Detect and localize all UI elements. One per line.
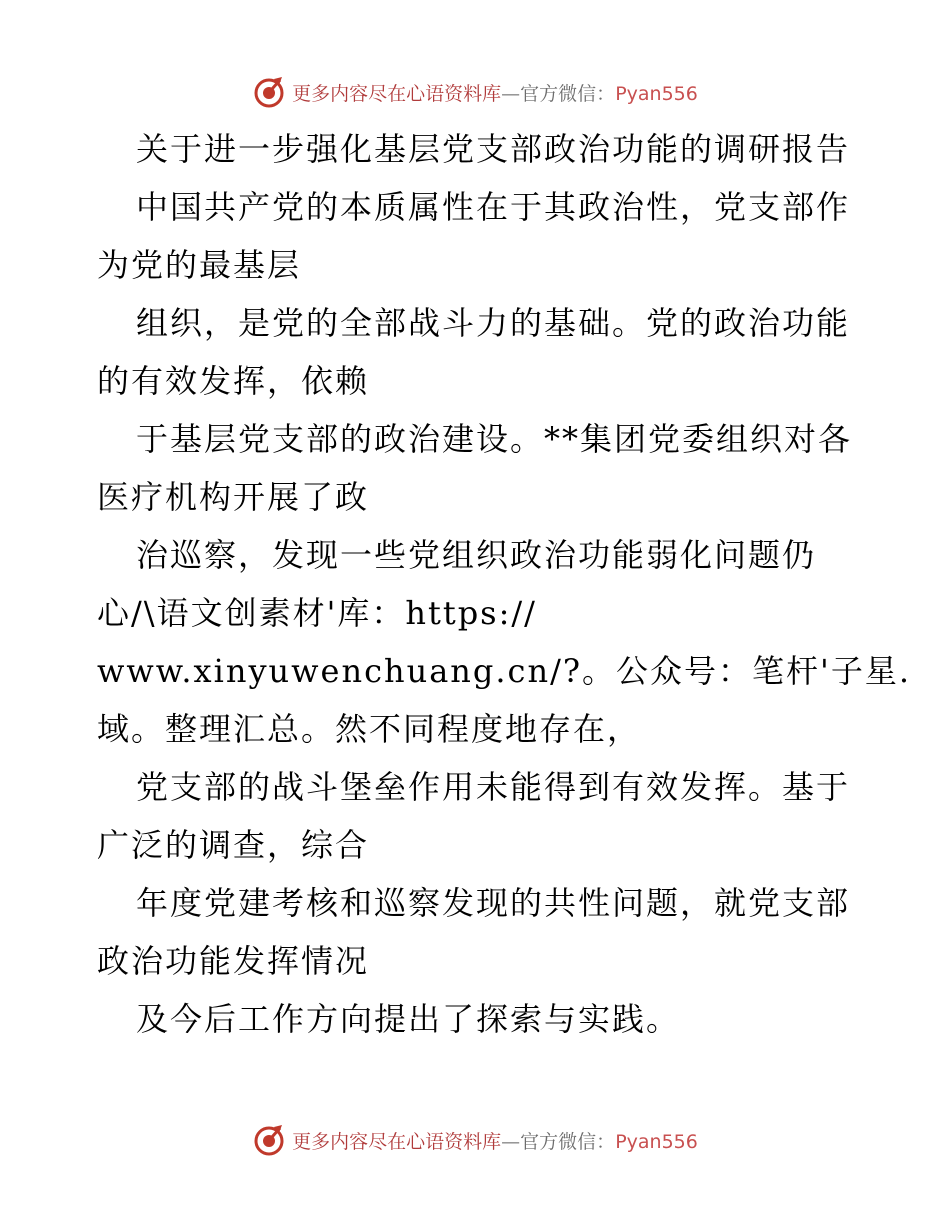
paragraph-line: 域。整理汇总。然不同程度地存在， bbox=[97, 710, 642, 748]
paragraph-line: 及今后工作方向提出了探索与实践。 bbox=[136, 1000, 681, 1038]
footer-banner-inner bbox=[252, 1123, 698, 1157]
footer-banner bbox=[0, 1120, 950, 1160]
paragraph-line: 的有效发挥，依赖 bbox=[97, 362, 370, 400]
banner-main-text: 更多内容尽在心语资料库 bbox=[292, 1130, 502, 1153]
paragraph-line: 治巡察，发现一些党组织政治功能弱化问题仍 bbox=[136, 536, 817, 574]
paragraph-line: 年度党建考核和巡察发现的共性问题，就党支部 bbox=[136, 884, 851, 922]
paragraph-line: 政治功能发挥情况 bbox=[97, 942, 370, 980]
header-banner-inner bbox=[252, 75, 698, 109]
paragraph-line: 心/\语文创素材'库：https:// bbox=[97, 594, 537, 632]
document-title: 关于进一步强化基层党支部政治功能的调研报告 bbox=[136, 130, 851, 168]
banner-wechat-id: Pyan556 bbox=[615, 1130, 698, 1153]
banner-separator: — bbox=[501, 1130, 521, 1153]
document-body bbox=[97, 120, 911, 1048]
paragraph-line: 广泛的调查，综合 bbox=[97, 826, 370, 864]
logo-icon bbox=[252, 75, 286, 109]
banner-separator: — bbox=[501, 82, 521, 105]
paragraph-line: 中国共产党的本质属性在于其政治性，党支部作 bbox=[136, 188, 851, 226]
banner-main-text: 更多内容尽在心语资料库 bbox=[292, 82, 502, 105]
banner-text bbox=[292, 1127, 698, 1154]
banner-wechat-id: Pyan556 bbox=[615, 82, 698, 105]
paragraph-line: 于基层党支部的政治建设。**集团党委组织对各 bbox=[136, 420, 853, 458]
banner-wechat-label: 官方微信： bbox=[520, 1130, 616, 1153]
header-banner bbox=[0, 72, 950, 112]
banner-wechat-label: 官方微信： bbox=[520, 82, 616, 105]
paragraph-line: 医疗机构开展了政 bbox=[97, 478, 370, 516]
paragraph-line: 党支部的战斗堡垒作用未能得到有效发挥。基于 bbox=[136, 768, 851, 806]
banner-text bbox=[292, 79, 698, 106]
paragraph-line: 为党的最基层 bbox=[97, 246, 302, 284]
paragraph-line: www.xinyuwenchuang.cn/?。公众号：笔杆'子星. bbox=[97, 652, 911, 690]
logo-icon bbox=[252, 1123, 286, 1157]
paragraph-line: 组织，是党的全部战斗力的基础。党的政治功能 bbox=[136, 304, 851, 342]
